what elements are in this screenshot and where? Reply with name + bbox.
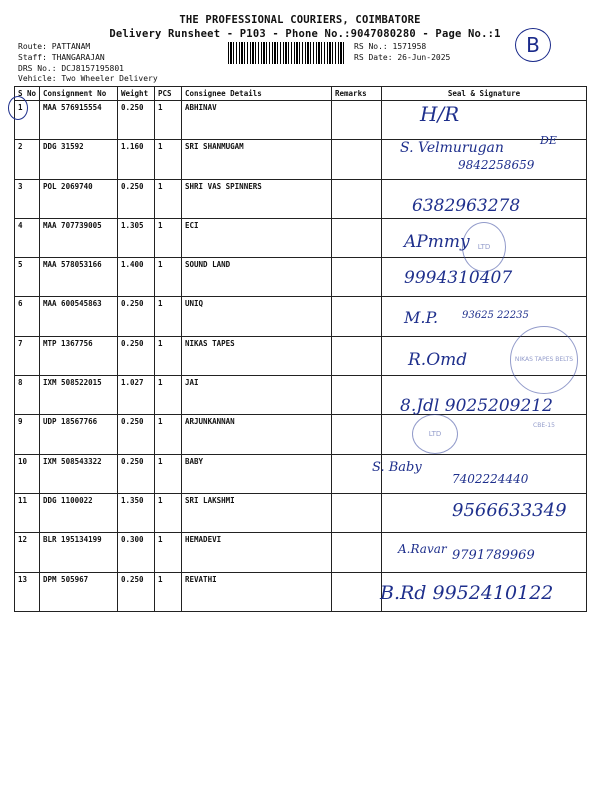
delivery-seal-stamp: LTD: [412, 414, 458, 454]
cell-consignment: MAA 600545863: [40, 297, 118, 336]
phone-row-12: 9791789969: [452, 548, 535, 563]
cell-consignment: MTP 1367756: [40, 336, 118, 375]
cell-weight: 0.250: [118, 297, 155, 336]
col-pcs: PCS: [155, 87, 182, 101]
col-sno: S No: [15, 87, 40, 101]
cell-sno: 5: [15, 258, 40, 297]
barcode: [228, 42, 346, 64]
col-consignee: Consignee Details: [182, 87, 332, 101]
cell-consignee: REVATHI: [182, 572, 332, 611]
cell-consignment: POL 2069740: [40, 179, 118, 218]
cell-sno: 6: [15, 297, 40, 336]
col-seal: Seal & Signature: [382, 87, 587, 101]
cell-consignment: DDG 1100022: [40, 493, 118, 532]
runsheet-title: Delivery Runsheet - P103 - Phone No.:9047080280 - Page No.:1: [109, 28, 501, 40]
cell-sno: 2: [15, 140, 40, 179]
cell-pcs: 1: [155, 376, 182, 415]
cell-sno: 10: [15, 454, 40, 493]
cell-sno: 1: [15, 101, 40, 140]
cell-weight: 1.400: [118, 258, 155, 297]
cell-consignee: ECI: [182, 218, 332, 257]
cell-consignment: IXM 508522015: [40, 376, 118, 415]
cell-weight: 0.250: [118, 336, 155, 375]
signature-row-8: 8.Jdl 9025209212: [400, 396, 553, 416]
signature-row-1: H/R: [420, 102, 460, 126]
cell-remarks: [332, 533, 382, 572]
cell-pcs: 1: [155, 415, 182, 454]
cell-remarks: [332, 493, 382, 532]
cell-pcs: 1: [155, 258, 182, 297]
cell-consignee: SHRI VAS SPINNERS: [182, 179, 332, 218]
col-consignment: Consignment No: [40, 87, 118, 101]
nikas-tapes-stamp: NIKAS TAPES BELTS CBE-15: [510, 326, 578, 394]
signature-row-2: S. Velmurugan: [400, 140, 504, 156]
cell-remarks: [332, 336, 382, 375]
cell-consignee: UNIQ: [182, 297, 332, 336]
table-row: [15, 101, 587, 140]
company-seal-stamp: LTD: [462, 222, 506, 272]
cell-consignment: MAA 576915554: [40, 101, 118, 140]
cell-pcs: 1: [155, 533, 182, 572]
cell-consignment: MAA 707739005: [40, 218, 118, 257]
col-weight: Weight: [118, 87, 155, 101]
cell-weight: 0.300: [118, 533, 155, 572]
cell-pcs: 1: [155, 493, 182, 532]
cell-weight: 0.250: [118, 454, 155, 493]
table-row: [15, 415, 587, 454]
handwritten-circle-mark: [8, 96, 28, 120]
cell-pcs: 1: [155, 218, 182, 257]
cell-consignee: SOUND LAND: [182, 258, 332, 297]
cell-pcs: 1: [155, 454, 182, 493]
cell-consignee: BABY: [182, 454, 332, 493]
phone-row-11: 9566633349: [452, 500, 567, 521]
cell-consignment: MAA 578053166: [40, 258, 118, 297]
cell-pcs: 1: [155, 572, 182, 611]
cell-consignee: ARJUNKANNAN: [182, 415, 332, 454]
cell-remarks: [332, 258, 382, 297]
signature-row-12: A.Ravar: [398, 542, 447, 556]
phone-row-6: 93625 22235: [462, 310, 529, 321]
cell-consignment: UDP 18567766: [40, 415, 118, 454]
cell-sno: 12: [15, 533, 40, 572]
cell-remarks: [332, 415, 382, 454]
phone-row-3: 6382963278: [412, 196, 521, 216]
cell-pcs: 1: [155, 179, 182, 218]
phone-row-5: 9994310407: [404, 268, 513, 288]
cell-pcs: 1: [155, 140, 182, 179]
route-label: Route: PATTANAM: [18, 42, 91, 51]
cell-pcs: 1: [155, 101, 182, 140]
cell-pcs: 1: [155, 336, 182, 375]
cell-weight: 0.250: [118, 415, 155, 454]
drs-number: DRS No.: DCJ8157195801: [18, 64, 124, 73]
cell-sno: 13: [15, 572, 40, 611]
vehicle-label: Vehicle: Two Wheeler Delivery: [18, 74, 158, 83]
cell-weight: 1.027: [118, 376, 155, 415]
cell-sno: 8: [15, 376, 40, 415]
col-remarks: Remarks: [332, 87, 382, 101]
cell-consignment: DDG 31592: [40, 140, 118, 179]
handwritten-b-mark: B: [515, 28, 551, 62]
rs-date: RS Date: 26-Jun-2025: [354, 53, 451, 62]
signature-row-7: R.Omd: [408, 350, 468, 370]
cell-consignee: SRI LAKSHMI: [182, 493, 332, 532]
phone-row-10: 7402224440: [452, 472, 529, 486]
cell-sno: 11: [15, 493, 40, 532]
cell-consignee: JAI: [182, 376, 332, 415]
cell-weight: 1.350: [118, 493, 155, 532]
signature-row-4: APmmy: [404, 232, 470, 252]
cell-weight: 0.250: [118, 572, 155, 611]
cell-remarks: [332, 376, 382, 415]
cell-consignee: HEMADEVI: [182, 533, 332, 572]
cell-remarks: [332, 218, 382, 257]
cell-remarks: [332, 101, 382, 140]
cell-remarks: [332, 140, 382, 179]
staff-label: Staff: THANGARAJAN: [18, 53, 105, 62]
cell-remarks: [332, 572, 382, 611]
rs-number: RS No.: 1571958: [354, 42, 427, 51]
cell-consignee: ABHINAV: [182, 101, 332, 140]
cell-weight: 0.250: [118, 179, 155, 218]
cell-sno: 3: [15, 179, 40, 218]
cell-pcs: 1: [155, 297, 182, 336]
company-title: THE PROFESSIONAL COURIERS, COIMBATORE: [179, 14, 421, 26]
signature-row-2-note: DE: [540, 134, 557, 147]
signature-row-6: M.P.: [404, 308, 439, 327]
cell-weight: 1.305: [118, 218, 155, 257]
cell-remarks: [332, 179, 382, 218]
cell-sno: 4: [15, 218, 40, 257]
cell-consignment: BLR 195134199: [40, 533, 118, 572]
signature-row-13: B.Rd 9952410122: [380, 582, 554, 604]
signature-row-10: S. Baby: [372, 460, 422, 475]
cell-consignment: IXM 508543322: [40, 454, 118, 493]
phone-row-2: 9842258659: [458, 158, 535, 172]
cell-sno: 9: [15, 415, 40, 454]
cell-consignment: DPM 505967: [40, 572, 118, 611]
cell-sno: 7: [15, 336, 40, 375]
cell-consignee: NIKAS TAPES: [182, 336, 332, 375]
cell-consignee: SRI SHANMUGAM: [182, 140, 332, 179]
table-header-row: [15, 87, 587, 101]
cell-remarks: [332, 297, 382, 336]
table-row: [15, 336, 587, 375]
cell-weight: 0.250: [118, 101, 155, 140]
cell-weight: 1.160: [118, 140, 155, 179]
